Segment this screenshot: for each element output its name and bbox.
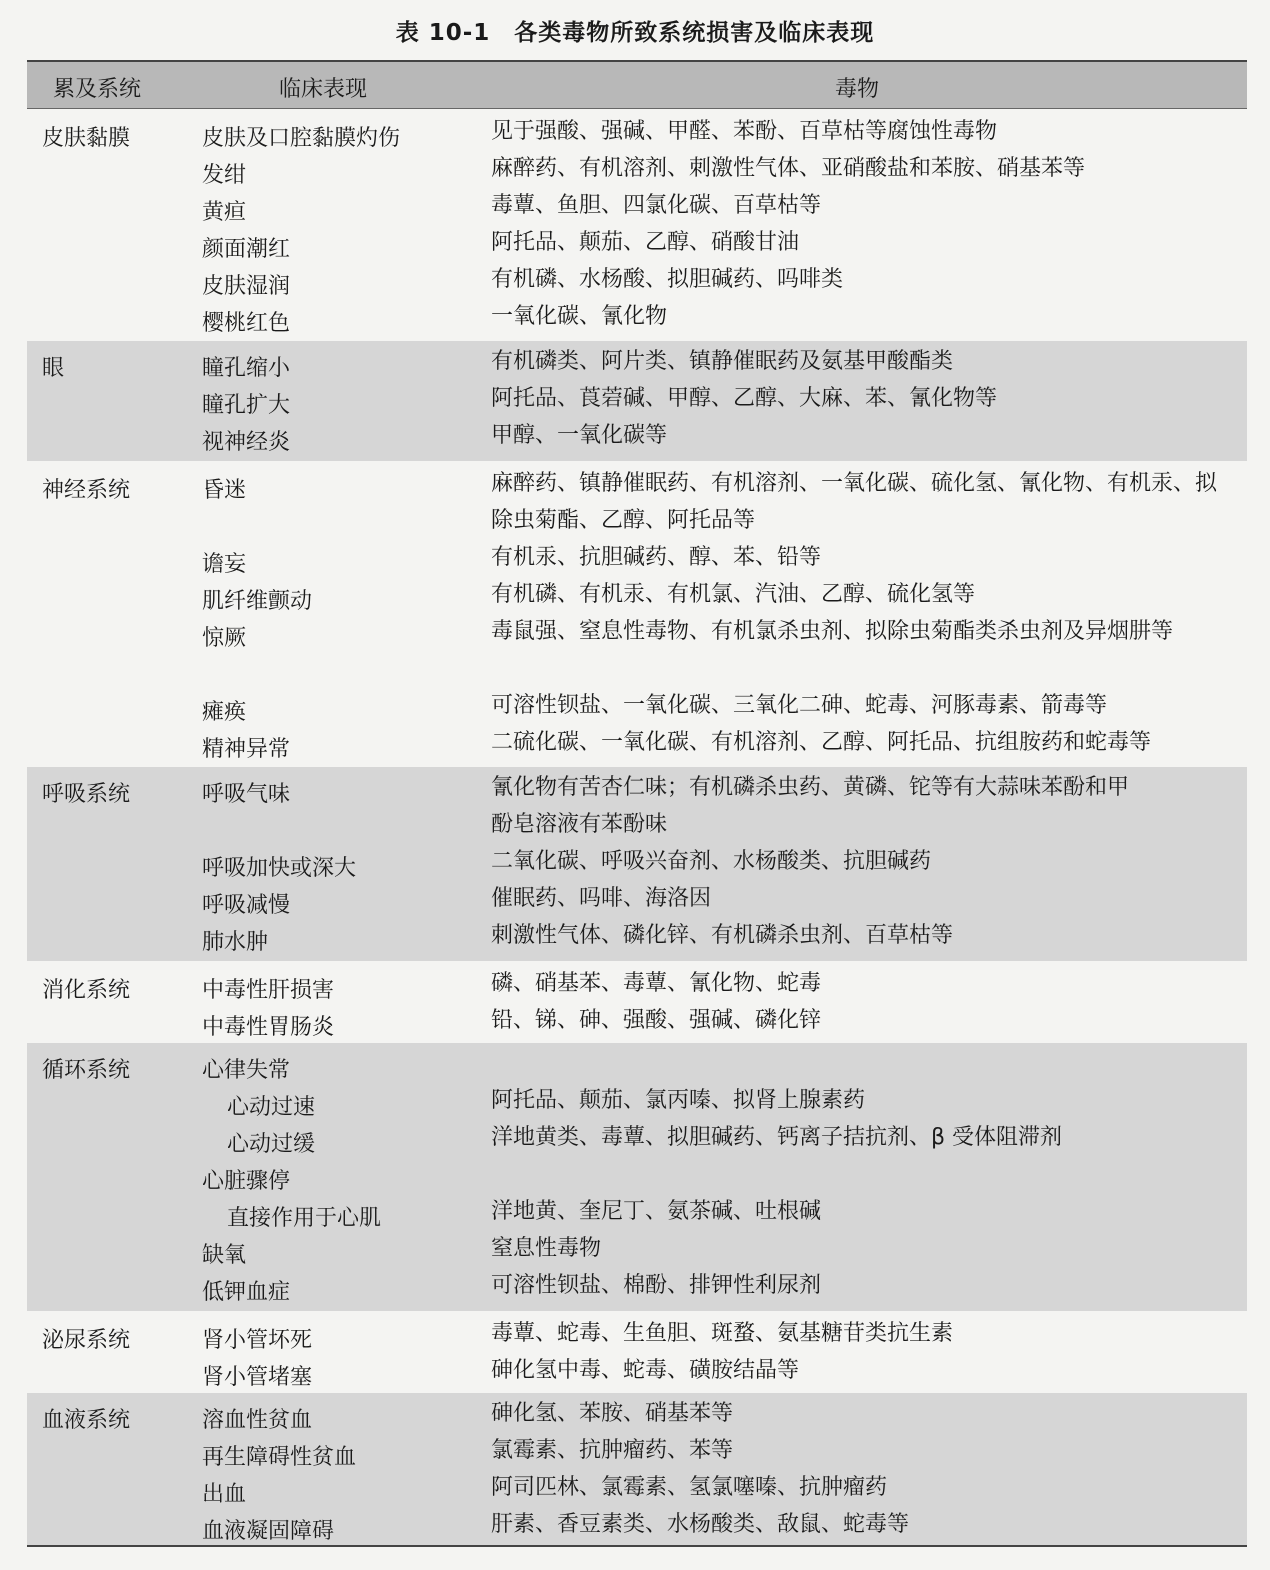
poison-cell: 氯霉素、抗肿瘤药、苯等: [491, 1438, 734, 1463]
manifestation-cell: 皮肤湿润: [202, 274, 291, 299]
poison-table: [27, 60, 1247, 1547]
manifestation-cell: 再生障碍性贫血: [202, 1445, 357, 1470]
manifestation-cell: 瞳孔缩小: [202, 356, 291, 381]
manifestation-cell: 发绀: [202, 163, 247, 188]
poison-cell: 铅、锑、砷、强酸、强碱、磷化锌: [491, 1008, 822, 1033]
poison-cell: 洋地黄、奎尼丁、氨茶碱、吐根碱: [491, 1199, 822, 1224]
poison-cell: 氰化物有苦杏仁味；有机磷杀虫药、黄磷、铊等有大蒜味苯酚和甲酚皂溶液有苯酚味: [491, 775, 1130, 837]
poison-cell: 阿托品、莨菪碱、甲醇、乙醇、大麻、苯、氰化物等: [491, 386, 998, 411]
group-eye: [27, 341, 1247, 461]
manifestation-cell: 樱桃红色: [202, 311, 291, 336]
table-title: 表 10-1 各类毒物所致系统损害及临床表现: [395, 20, 875, 46]
manifestation-cell: 肾小管坏死: [202, 1328, 313, 1353]
poison-cell: 甲醇、一氧化碳等: [491, 423, 668, 448]
manifestation-cell: 肌纤维颤动: [202, 589, 313, 614]
group-skin: [27, 109, 1247, 341]
manifestation-cell: 昏迷: [202, 478, 247, 503]
system-label: 皮肤黏膜: [42, 126, 131, 151]
poison-cell: 催眠药、吗啡、海洛因: [491, 886, 712, 911]
poison-cell: 见于强酸、强碱、甲醛、苯酚、百草枯等腐蚀性毒物: [491, 119, 998, 144]
poison-cell: 二硫化碳、一氧化碳、有机溶剂、乙醇、阿托品、抗组胺药和蛇毒等: [491, 730, 1152, 755]
group-blood: [27, 1393, 1247, 1545]
group-digestive: [27, 961, 1247, 1043]
group-urinary: [27, 1311, 1247, 1393]
poison-cell: 有机磷、有机汞、有机氯、汽油、乙醇、硫化氢等: [491, 582, 976, 607]
poison-cell: 毒蕈、鱼胆、四氯化碳、百草枯等: [491, 193, 822, 218]
poison-cell: 可溶性钡盐、棉酚、排钾性利尿剂: [491, 1273, 822, 1298]
header-manifestation: 临床表现: [279, 77, 368, 102]
system-label: 呼吸系统: [42, 782, 131, 807]
manifestation-cell: 中毒性肝损害: [202, 978, 335, 1003]
poison-cell: 阿司匹林、氯霉素、氢氯噻嗪、抗肿瘤药: [491, 1475, 888, 1500]
poison-cell: 有机磷类、阿片类、镇静催眠药及氨基甲酸酯类: [491, 349, 954, 374]
poison-cell: 可溶性钡盐、一氧化碳、三氧化二砷、蛇毒、河豚毒素、箭毒等: [491, 693, 1108, 718]
poison-cell: 有机磷、水杨酸、拟胆碱药、吗啡类: [491, 267, 844, 292]
poison-cell: 肝素、香豆素类、水杨酸类、敌鼠、蛇毒等: [491, 1512, 910, 1537]
manifestation-cell: 瞳孔扩大: [202, 393, 291, 418]
group-respiratory: [27, 767, 1247, 961]
manifestation-cell: 出血: [202, 1482, 247, 1507]
manifestation-cell: 低钾血症: [202, 1280, 291, 1305]
manifestation-cell: 溶血性贫血: [202, 1408, 313, 1433]
poison-cell: 砷化氢中毒、蛇毒、磺胺结晶等: [491, 1358, 800, 1383]
poison-cell: 阿托品、颠茄、氯丙嗪、拟肾上腺素药: [491, 1088, 866, 1113]
manifestation-cell: 瘫痪: [202, 700, 247, 725]
manifestation-cell: 呼吸减慢: [202, 893, 291, 918]
manifestation-cell: 中毒性胃肠炎: [202, 1015, 335, 1040]
poison-cell: 窒息性毒物: [491, 1236, 602, 1261]
poison-cell: 毒鼠强、窒息性毒物、有机氯杀虫剂、拟除虫菊酯类杀虫剂及异烟肼等: [491, 619, 1174, 644]
system-label: 循环系统: [42, 1058, 131, 1083]
manifestation-cell: 肺水肿: [202, 930, 269, 955]
manifestation-cell: 呼吸加快或深大: [202, 856, 357, 881]
system-label: 血液系统: [42, 1408, 131, 1433]
table-bottom-rule: [27, 1545, 1247, 1547]
manifestation-cell: 肾小管堵塞: [202, 1365, 313, 1390]
manifestation-cell: 视神经炎: [202, 430, 291, 455]
poison-cell: 砷化氢、苯胺、硝基苯等: [491, 1401, 734, 1426]
manifestation-cell: 心动过缓: [227, 1132, 316, 1157]
manifestation-cell: 谵妄: [202, 552, 247, 577]
group-circulatory: [27, 1043, 1247, 1311]
manifestation-cell: 血液凝固障碍: [202, 1519, 335, 1544]
header-system: 累及系统: [53, 77, 142, 102]
manifestation-cell: 黄疸: [202, 200, 247, 225]
poison-cell: 一氧化碳、氰化物: [491, 304, 668, 329]
manifestation-cell: 惊厥: [202, 626, 247, 651]
manifestation-cell: 精神异常: [202, 737, 291, 762]
manifestation-cell: 直接作用于心肌: [227, 1206, 382, 1231]
manifestation-cell: 心动过速: [227, 1095, 316, 1120]
manifestation-cell: 皮肤及口腔黏膜灼伤: [202, 126, 401, 151]
poison-cell: 毒蕈、蛇毒、生鱼胆、斑蝥、氨基糖苷类抗生素: [491, 1321, 954, 1346]
system-label: 消化系统: [42, 978, 131, 1003]
poison-cell: 洋地黄类、毒蕈、拟胆碱药、钙离子拮抗剂、β 受体阻滞剂: [491, 1125, 1063, 1150]
manifestation-cell: 缺氧: [202, 1243, 247, 1268]
poison-cell: 磷、硝基苯、毒蕈、氰化物、蛇毒: [491, 971, 822, 996]
manifestation-cell: 颜面潮红: [202, 237, 291, 262]
manifestation-cell: 心律失常: [202, 1058, 291, 1083]
system-label: 泌尿系统: [42, 1328, 131, 1353]
system-label: 神经系统: [42, 478, 131, 503]
system-label: 眼: [42, 356, 65, 381]
poison-cell: 阿托品、颠茄、乙醇、硝酸甘油: [491, 230, 800, 255]
group-nervous: [27, 461, 1247, 767]
poison-cell: 麻醉药、有机溶剂、刺激性气体、亚硝酸盐和苯胺、硝基苯等: [491, 156, 1086, 181]
manifestation-cell: 心脏骤停: [202, 1169, 291, 1194]
header-poison: 毒物: [835, 77, 880, 102]
poison-cell: 刺激性气体、磷化锌、有机磷杀虫剂、百草枯等: [491, 923, 954, 948]
table-header: [27, 60, 1247, 109]
manifestation-cell: 呼吸气味: [202, 782, 291, 807]
poison-cell: 二氧化碳、呼吸兴奋剂、水杨酸类、抗胆碱药: [491, 849, 932, 874]
poison-cell: 有机汞、抗胆碱药、醇、苯、铅等: [491, 545, 822, 570]
poison-cell: 麻醉药、镇静催眠药、有机溶剂、一氧化碳、硫化氢、氰化物、有机汞、拟除虫菊酯、乙醇、阿托品等: [491, 471, 1218, 533]
